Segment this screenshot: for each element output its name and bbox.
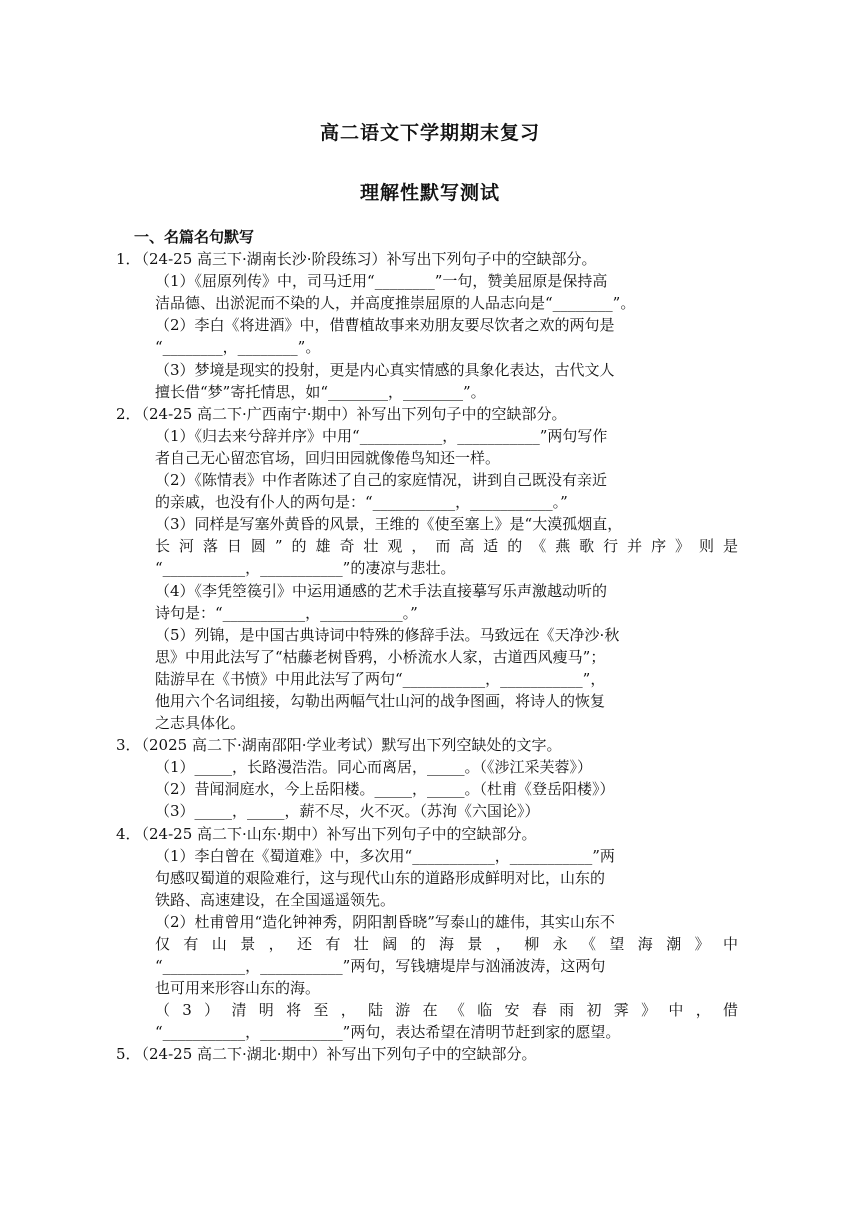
question-line: 思》中用此法写了“枯藤老树昏鸦，小桥流水人家，古道西风瘦马”； xyxy=(155,647,606,666)
question-line: （2）杜甫曾用“造化钟神秀，阴阳割昏晓”写泰山的雄伟，其实山东不 xyxy=(155,912,615,931)
question-stem: （2025 高二下·湖南邵阳·学业考试）默写出下列空缺处的文字。 xyxy=(134,736,562,755)
document-title: 高二语文下学期期末复习 xyxy=(319,122,540,144)
question-line: 他用六个名词组接，勾勒出两幅气壮山河的战争图画，将诗人的恢复 xyxy=(155,691,606,710)
document-body xyxy=(116,226,738,1066)
question-line: 洁品德、出淤泥而不染的人，并高度推崇屈原的人品志向是“________”。 xyxy=(155,294,636,313)
question-line: （1）《归去来兮辞并序》中用“___________，___________”两句写作 xyxy=(155,426,608,445)
question-4 xyxy=(116,823,738,1044)
question-stem: （24-25 高三下·湖南长沙·阶段练习）补写出下列句子中的空缺部分。 xyxy=(134,250,597,269)
question-stem: （24-25 高二下·广西南宁·期中）补写出下列句子中的空缺部分。 xyxy=(134,404,567,423)
question-line: 者自己无心留恋官场，回归田园就像倦鸟知还一样。 xyxy=(155,448,501,467)
question-3 xyxy=(116,734,738,822)
question-line: 句感叹蜀道的艰险难行，这与现代山东的道路形成鲜明对比，山东的 xyxy=(155,868,606,887)
question-line: 铁路、高速建设，在全国遥遥领先。 xyxy=(155,890,396,909)
question-line: 擅长借“梦”寄托情思，如“________，________”。 xyxy=(155,382,486,401)
question-number: 3． xyxy=(116,736,141,755)
section-heading: 一、名篇名句默写 xyxy=(134,228,255,246)
question-line: “________，________”。 xyxy=(155,338,321,357)
question-line: 长河落日圆”的雄奇壮观，而高适的《燕歌行并序》则是 xyxy=(155,537,738,556)
question-line: （3）_____，_____，薪不尽，火不灭。（苏洵《六国论》） xyxy=(155,802,540,821)
question-line: 仅有山景，还有壮阔的海景，柳永《望海潮》中 xyxy=(155,935,738,953)
question-line: “___________，___________”的凄凉与悲壮。 xyxy=(155,559,456,578)
question-line: 陆游早在《书愤》中用此法写了两句“___________，___________”， xyxy=(155,669,606,688)
question-line: “___________，___________”两句，写钱塘堤岸与汹涌波涛，这两句 xyxy=(155,957,606,976)
question-line: 之志具体化。 xyxy=(155,714,246,733)
question-stem: （24-25 高二下·湖北·期中）补写出下列句子中的空缺部分。 xyxy=(134,1045,537,1064)
question-2 xyxy=(116,403,738,734)
question-number: 2． xyxy=(116,404,141,423)
question-line: （3）梦境是现实的投射，更是内心真实情感的具象化表达，古代文人 xyxy=(155,360,615,379)
question-line: （5）列锦，是中国古典诗词中特殊的修辞手法。马致远在《天净沙·秋 xyxy=(155,625,620,644)
question-line: （2）昔闻洞庭水，今上岳阳楼。_____，_____。（杜甫《登岳阳楼》） xyxy=(155,780,615,799)
question-stem: （24-25 高二下·山东·期中）补写出下列句子中的空缺部分。 xyxy=(134,824,537,843)
question-line: 诗句是：“___________，___________。” xyxy=(155,603,418,622)
question-line: （2）《陈情表》中作者陈述了自己的家庭情况，讲到自己既没有亲近 xyxy=(155,471,608,490)
question-line: 也可用来形容山东的海。 xyxy=(155,979,321,998)
document-subtitle: 理解性默写测试 xyxy=(359,182,500,204)
question-line: （2）李白《将进酒》中，借曹植故事来劝朋友要尽饮者之欢的两句是 xyxy=(155,316,615,335)
question-line: （3）同样是写塞外黄昏的风景，王维的《使至塞上》是“大漠孤烟直， xyxy=(155,515,623,534)
question-number: 5． xyxy=(116,1045,141,1064)
question-line: （3）清明将至，陆游在《临安春雨初霁》中，借 xyxy=(155,1001,738,1020)
question-line: （4）《李凭箜篌引》中运用通感的艺术手法直接摹写乐声激越动听的 xyxy=(155,581,608,600)
question-line: “___________，___________”两句，表达希望在清明节赶到家的愿望。 xyxy=(155,1023,621,1042)
question-number: 1． xyxy=(116,250,141,269)
question-line: 的亲戚，也没有仆人的两句是：“___________，___________。” xyxy=(155,493,568,512)
question-number: 4． xyxy=(116,824,141,843)
question-line: （1）_____，长路漫浩浩。同心而离居，_____。（《涉江采芙蓉》） xyxy=(155,758,593,777)
question-line: （1）李白曾在《蜀道难》中，多次用“___________，___________”两 xyxy=(155,846,615,865)
question-line: （1）《屈原列传》中，司马迁用“________”一句，赞美屈原是保持高 xyxy=(155,272,608,291)
question-5 xyxy=(116,1043,738,1065)
question-1 xyxy=(116,248,738,403)
